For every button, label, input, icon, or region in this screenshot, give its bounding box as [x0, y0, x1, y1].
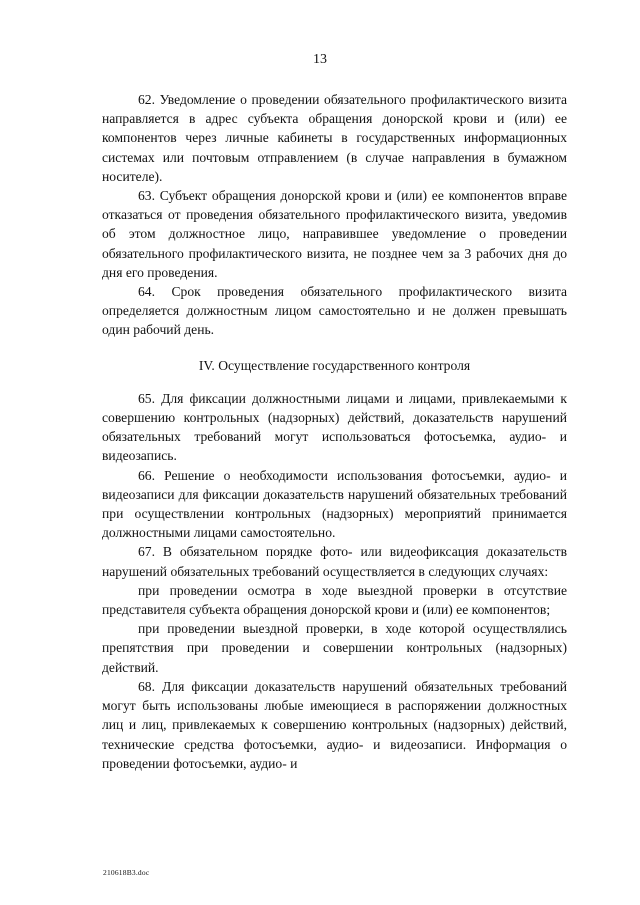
section-heading: IV. Осуществление государственного контроля [198, 357, 471, 373]
document-body [102, 90, 567, 773]
paragraph-65: 65. Для фиксации должностными лицами и лицами, привлекаемыми к совершению контрольных (надзорных) действий, доказательств нарушений обязательных требований могут использоваться фотосъемка, аудио- и видеозапись. [102, 390, 567, 464]
paragraph-68: 68. Для фиксации доказательств нарушений обязательных требований могут быть использованы любые имеющиеся в распоряжении должностных лиц и лиц, привлекаемых к совершению контрольных (надзорных) действий, технические средства фотосъемки, аудио- и видеозаписи. Информация о проведении фотосъемки, аудио- и [102, 678, 567, 771]
paragraph-63: 63. Субъект обращения донорской крови и (или) ее компонентов вправе отказаться от проведения обязательного профилактического визита, уведомив об этом должностное лицо, направившее уведомление о проведении обязательного профилактического визита, не позднее чем за 3 рабочих дня до дня его проведения. [102, 188, 567, 280]
paragraph-64: 64. Срок проведения обязательного профилактического визита определяется должностным лицом самостоятельно и не должен превышать один рабочий день. [102, 284, 567, 338]
paragraph-67: 67. В обязательном порядке фото- или видеофиксация доказательств нарушений обязательных требований осуществляется в следующих случаях: [102, 544, 567, 579]
paragraph-67-case-2: при проведении выездной проверки, в ходе которой осуществлялись препятствия при проведении и совершении контрольных (надзорных) действий. [102, 621, 567, 675]
paragraph-62: 62. Уведомление о проведении обязательного профилактического визита направляется в адрес субъекта обращения донорской крови и (или) ее компонентов через личные кабинеты в государственных информационных системах или почтовым отправлением (в случае направления в бумажном носителе). [102, 92, 567, 184]
page-number: 13 [313, 52, 327, 67]
paragraph-67-case-1: при проведении осмотра в ходе выездной проверки в отсутствие представителя субъекта обращения донорской крови и (или) ее компонентов; [102, 582, 567, 618]
paragraph-66: 66. Решение о необходимости использования фотосъемки, аудио- и видеозаписи для фиксации доказательств нарушений обязательных требований при осуществлении контрольных (надзорных) мероприятий принимается должностными лицами самостоятельно. [102, 467, 567, 541]
footer-filename: 210618B3.doc [103, 868, 150, 877]
